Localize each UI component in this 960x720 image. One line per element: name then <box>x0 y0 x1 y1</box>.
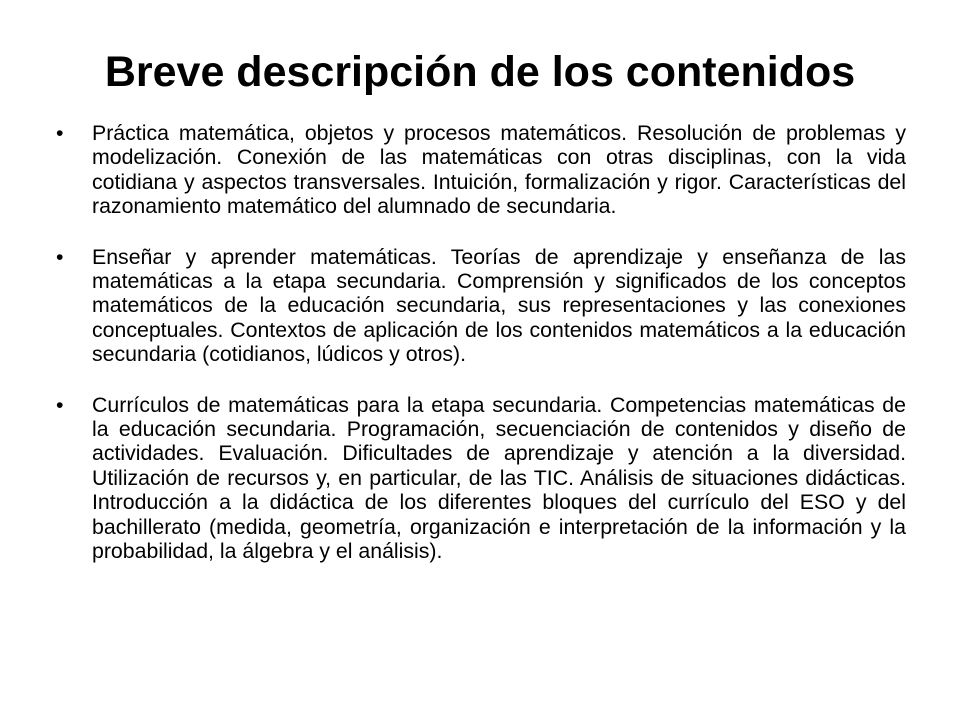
bullet-text: Práctica matemática, objetos y procesos matemáticos. Resolución de problemas y modelización. Conexión de las matemáticas con otras disciplinas, con la vida cotidiana y aspectos transversales. Intuición, formalización y rigor. Características del razonamiento matemático del alumnado de secundaria. <box>92 121 906 219</box>
bullet-text: Enseñar y aprender matemáticas. Teorías de aprendizaje y enseñanza de las matemáticas a la etapa secundaria. Comprensión y significados de los conceptos matemáticos de la educación secundaria, sus representaciones y las conexiones conceptuales. Contextos de aplicación de los contenidos matemáticos a la educación secundaria (cotidianos, lúdicos y otros). <box>92 244 906 367</box>
bullet-item-curriculos <box>56 393 906 564</box>
bullet-point-icon: • <box>56 244 64 269</box>
slide-title: Breve descripción de los contenidos <box>104 48 856 96</box>
bullet-item-ensenar <box>56 245 906 367</box>
bullet-text: Currículos de matemáticas para la etapa secundaria. Competencias matemáticas de la educación secundaria. Programación, secuenciación de contenidos y diseño de actividades. Evaluación. Dificultades de aprendizaje y atención a la diversidad. Utilización de recursos y, en particular, de las TIC. Análisis de situaciones didácticas. Introducción a la didáctica de los diferentes bloques del currículo del ESO y del bachillerato (medida, geometría, organización e interpretación de la información y la probabilidad, la álgebra y el análisis). <box>92 392 906 564</box>
bullet-point-icon: • <box>56 121 64 145</box>
bullet-item-practica <box>56 121 906 219</box>
bullet-point-icon: • <box>56 392 64 417</box>
bullet-list <box>56 121 906 564</box>
